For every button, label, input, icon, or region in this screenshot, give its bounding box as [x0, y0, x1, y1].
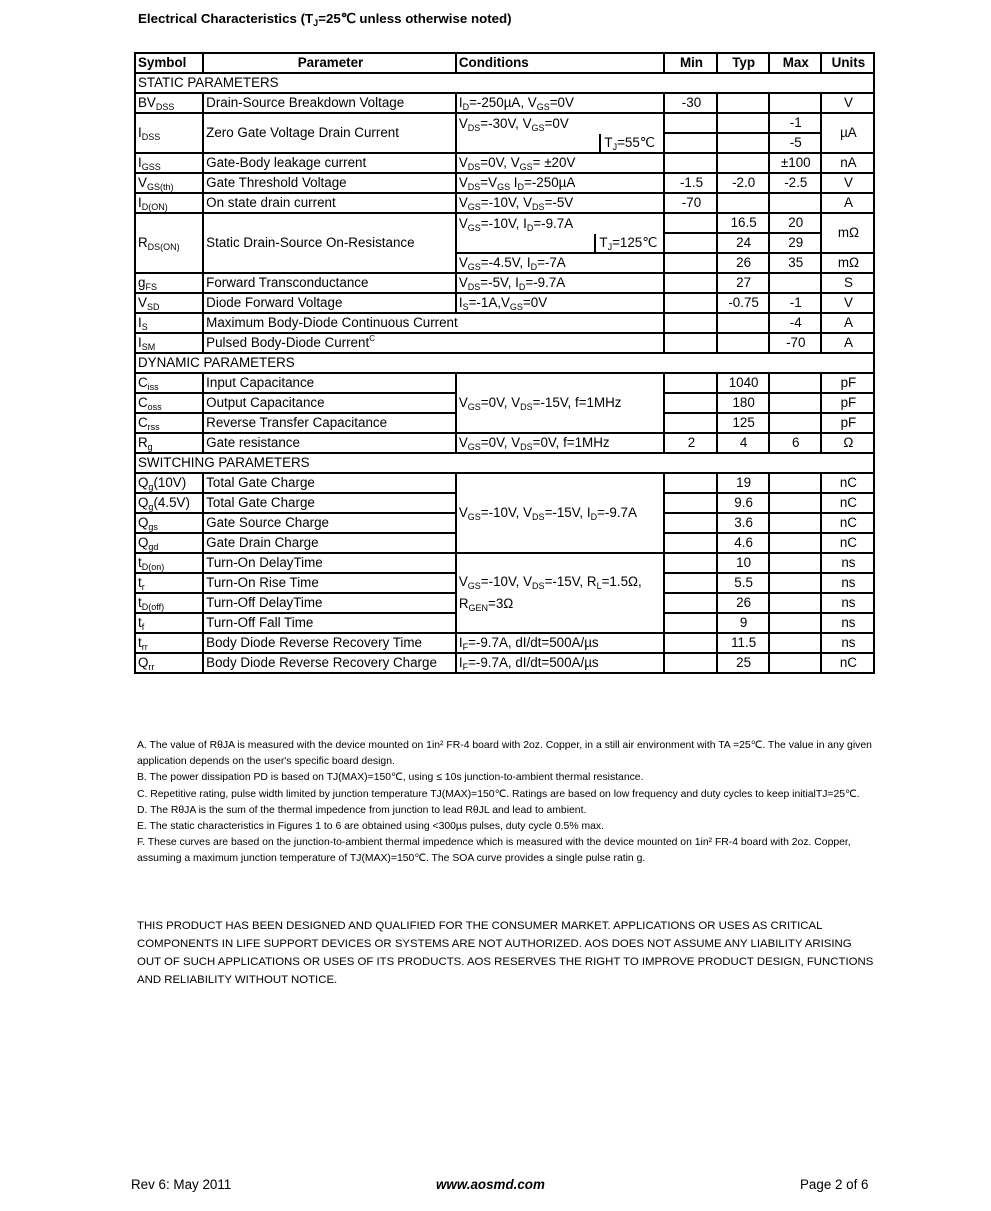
min-cell — [664, 413, 716, 433]
symbol-cell: $Q_{gs}$ — [135, 513, 203, 533]
table-row — [135, 653, 874, 673]
symbol-cell: $g_{FS}$ — [135, 273, 203, 293]
section-row — [135, 73, 874, 93]
parameter-cell: Diode Forward Voltage — [203, 293, 456, 313]
parameter-cell: Gate Source Charge — [203, 513, 456, 533]
max-cell — [769, 553, 821, 573]
parameter-cell: Turn-Off DelayTime — [203, 593, 456, 613]
max-cell — [769, 273, 821, 293]
typ-cell: 9 — [717, 613, 769, 633]
conditions-cell: $V_{DS}=0V$, $V_{GS}= \pm 20V$ — [456, 153, 665, 173]
typ-cell: 26 — [717, 593, 769, 613]
conditions-cell: $V_{GS}=-10V$, $V_{DS}=-15V$, $R_L=1.5\Omega$, $R_{GEN}=3\Omega$ — [456, 553, 665, 633]
max-cell: 35 — [769, 253, 821, 273]
max-cell — [769, 573, 821, 593]
conditions-cell: $V_{GS}=-4.5V$, $I_D=-7A$ — [456, 253, 665, 273]
conditions-cell: $I_S=-1A,V_{GS}=0V$ — [456, 293, 665, 313]
units-cell: A — [821, 313, 874, 333]
units-header: Units — [821, 53, 874, 73]
disclaimer: THIS PRODUCT HAS BEEN DESIGNED AND QUALIFIED FOR THE CONSUMER MARKET. APPLICATIONS OR USES AS CRITICAL COMPONENTS IN LIFE SUPPORT DEVICES OR SYSTEMS ARE NOT AUTHORIZED. AOS DOES NOT ASSUME ANY LIABILITY ARISING OUT OF SUCH APPLICATIONS OR USES OF ITS PRODUCTS. AOS RESERVES THE RIGHT TO IMPROVE PRODUCT DESIGN, FUNCTIONS AND RELIABILITY WITHOUT NOTICE. — [137, 920, 874, 986]
typ-cell: 25 — [717, 653, 769, 673]
typ-cell: 9.6 — [717, 493, 769, 513]
max-cell — [769, 473, 821, 493]
parameter-cell: On state drain current — [203, 193, 456, 213]
typ-cell: 26 — [717, 253, 769, 273]
units-cell: pF — [821, 393, 874, 413]
table-row — [135, 373, 874, 393]
footer-url[interactable]: www.aosmd.com — [436, 1177, 545, 1192]
max-cell — [769, 493, 821, 513]
footnote: F. These curves are based on the junction-to-ambient thermal impedence which is measured with the device mounted on 1in² FR-4 board with 2oz. Copper, assuming a maximum junction temperature of TJ(MAX)=150℃. The SOA curve provides a single pulse ratin g. — [137, 837, 851, 865]
units-cell: pF — [821, 373, 874, 393]
parameter-cell: Maximum Body-Diode Continuous Current — [203, 313, 664, 333]
max-cell: 29 — [769, 233, 821, 253]
units-cell: nC — [821, 493, 874, 513]
units-cell: V — [821, 293, 874, 313]
units-cell: V — [821, 173, 874, 193]
footnote: A. The value of RθJA is measured with the device mounted on 1in² FR-4 board with 2oz. Copper, in a still air environment with TA =25℃. The value in any given application depends on the user's specific board design. — [137, 740, 872, 768]
parameter-cell: Drain-Source Breakdown Voltage — [203, 93, 456, 113]
max-cell — [769, 373, 821, 393]
conditions-cell: $V_{DS}=-30V$, $V_{GS}=0V$ — [456, 113, 665, 133]
units-cell: ns — [821, 593, 874, 613]
max-header: Max — [769, 53, 821, 73]
units-cell: A — [821, 193, 874, 213]
typ-cell: -0.75 — [717, 293, 769, 313]
parameter-cell: Turn-On DelayTime — [203, 553, 456, 573]
parameter-cell: Total Gate Charge — [203, 493, 456, 513]
table-row — [135, 173, 874, 193]
section-row — [135, 453, 874, 473]
max-cell: -5 — [769, 133, 821, 153]
symbol-header: Symbol — [135, 53, 203, 73]
symbol-cell: $t_r$ — [135, 573, 203, 593]
min-cell: -1.5 — [664, 173, 716, 193]
parameter-cell: Forward Transconductance — [203, 273, 456, 293]
page-title: Electrical Characteristics ($T_J=25℃$ unless otherwise noted) — [138, 11, 512, 28]
typ-cell: 125 — [717, 413, 769, 433]
max-cell — [769, 413, 821, 433]
table-row — [135, 113, 874, 133]
units-cell: pF — [821, 413, 874, 433]
symbol-cell: $I_{GSS}$ — [135, 153, 203, 173]
section-dynamic: DYNAMIC PARAMETERS — [135, 353, 874, 373]
min-cell — [664, 133, 716, 153]
parameter-cell: Zero Gate Voltage Drain Current — [203, 113, 456, 153]
table-row — [135, 93, 874, 113]
electrical-characteristics-table — [134, 52, 875, 674]
max-cell — [769, 93, 821, 113]
units-cell: nC — [821, 533, 874, 553]
table-row — [135, 213, 874, 233]
units-cell: µA — [821, 113, 874, 153]
units-cell: V — [821, 93, 874, 113]
units-cell: nC — [821, 473, 874, 493]
max-cell — [769, 653, 821, 673]
conditions-cell: $T_J=55℃$ — [456, 133, 665, 153]
symbol-cell: $C_{iss}$ — [135, 373, 203, 393]
typ-cell: 5.5 — [717, 573, 769, 593]
typ-cell: 4.6 — [717, 533, 769, 553]
footnote: E. The static characteristics in Figures 1 to 6 are obtained using <300µs pulses, duty cycle 0.5% max. — [137, 821, 604, 833]
typ-cell — [717, 153, 769, 173]
min-cell — [664, 333, 716, 353]
footer-page-number: Page 2 of 6 — [800, 1177, 869, 1192]
typ-cell: 180 — [717, 393, 769, 413]
table-row — [135, 313, 874, 333]
typ-cell — [717, 193, 769, 213]
parameter-cell: Turn-Off Fall Time — [203, 613, 456, 633]
conditions-cell: $T_J=125℃$ — [456, 233, 665, 253]
parameter-cell: Turn-On Rise Time — [203, 573, 456, 593]
min-cell — [664, 213, 716, 233]
symbol-cell: $Q_g(10V)$ — [135, 473, 203, 493]
symbol-cell: $BV_{DSS}$ — [135, 93, 203, 113]
symbol-cell: $t_f$ — [135, 613, 203, 633]
symbol-cell: $I_{D(ON)}$ — [135, 193, 203, 213]
min-cell — [664, 573, 716, 593]
table-row — [135, 473, 874, 493]
units-cell: nA — [821, 153, 874, 173]
section-static: STATIC PARAMETERS — [135, 73, 874, 93]
section-row — [135, 353, 874, 373]
conditions-cell: $V_{GS}=0V$, $V_{DS}=-15V$, f=1MHz — [456, 373, 665, 433]
symbol-cell: $R_g$ — [135, 433, 203, 453]
min-cell — [664, 393, 716, 413]
min-cell: -70 — [664, 193, 716, 213]
parameter-cell: Body Diode Reverse Recovery Charge — [203, 653, 456, 673]
table-header-row — [135, 53, 874, 73]
parameter-cell: Gate Drain Charge — [203, 533, 456, 553]
max-cell: -4 — [769, 313, 821, 333]
max-cell: 6 — [769, 433, 821, 453]
symbol-cell: $Q_{gd}$ — [135, 533, 203, 553]
symbol-cell: $R_{DS(ON)}$ — [135, 213, 203, 273]
typ-cell: 16.5 — [717, 213, 769, 233]
max-cell — [769, 533, 821, 553]
min-cell — [664, 373, 716, 393]
typ-cell: 11.5 — [717, 633, 769, 653]
parameter-cell: Reverse Transfer Capacitance — [203, 413, 456, 433]
units-cell: S — [821, 273, 874, 293]
conditions-cell: $V_{GS}=0V$, $V_{DS}=0V$, f=1MHz — [456, 433, 665, 453]
conditions-cell: $V_{GS}=-10V$, $V_{DS}=-15V$, $I_D=-9.7A$ — [456, 473, 665, 553]
table-row — [135, 553, 874, 573]
min-cell: 2 — [664, 433, 716, 453]
min-cell — [664, 513, 716, 533]
units-cell: ns — [821, 573, 874, 593]
typ-cell — [717, 93, 769, 113]
table-row — [135, 153, 874, 173]
max-cell — [769, 193, 821, 213]
footer-revision: Rev 6: May 2011 — [131, 1177, 232, 1192]
typ-cell: 10 — [717, 553, 769, 573]
typ-cell: 3.6 — [717, 513, 769, 533]
parameter-cell: Gate resistance — [203, 433, 456, 453]
typ-cell: 1040 — [717, 373, 769, 393]
min-cell — [664, 473, 716, 493]
max-cell — [769, 393, 821, 413]
max-cell: -70 — [769, 333, 821, 353]
max-cell — [769, 593, 821, 613]
max-cell — [769, 613, 821, 633]
symbol-cell: $t_{D(on)}$ — [135, 553, 203, 573]
units-cell: ns — [821, 613, 874, 633]
typ-cell: 27 — [717, 273, 769, 293]
min-cell — [664, 553, 716, 573]
symbol-cell: $V_{GS(th)}$ — [135, 173, 203, 193]
table-row — [135, 433, 874, 453]
parameter-cell: Total Gate Charge — [203, 473, 456, 493]
conditions-cell: $V_{GS}=-10V$, $I_D=-9.7A$ — [456, 213, 665, 233]
parameter-cell: Static Drain-Source On-Resistance — [203, 213, 456, 273]
typ-cell — [717, 333, 769, 353]
symbol-cell: $V_{SD}$ — [135, 293, 203, 313]
max-cell — [769, 513, 821, 533]
typ-cell: 4 — [717, 433, 769, 453]
conditions-header: Conditions — [456, 53, 665, 73]
parameter-cell: Output Capacitance — [203, 393, 456, 413]
min-cell — [664, 273, 716, 293]
footnote: D. The RθJA is the sum of the thermal impedence from junction to lead RθJL and lead to ambient. — [137, 804, 587, 816]
min-cell: -30 — [664, 93, 716, 113]
typ-cell — [717, 313, 769, 333]
symbol-cell: $t_{D(off)}$ — [135, 593, 203, 613]
symbol-cell: $C_{oss}$ — [135, 393, 203, 413]
symbol-cell: $I_{DSS}$ — [135, 113, 203, 153]
parameter-header: Parameter — [203, 53, 456, 73]
conditions-cell: $V_{GS}=-10V$, $V_{DS}=-5V$ — [456, 193, 665, 213]
conditions-cell: $I_D=-250\mu A$, $V_{GS}=0V$ — [456, 93, 665, 113]
typ-header: Typ — [717, 53, 769, 73]
symbol-cell: $Q_g(4.5V)$ — [135, 493, 203, 513]
table-row — [135, 293, 874, 313]
units-cell: A — [821, 333, 874, 353]
symbol-cell: $C_{rss}$ — [135, 413, 203, 433]
max-cell: 20 — [769, 213, 821, 233]
units-cell: ns — [821, 553, 874, 573]
max-cell: -1 — [769, 293, 821, 313]
symbol-cell: $I_S$ — [135, 313, 203, 333]
min-cell — [664, 113, 716, 133]
max-cell: ±100 — [769, 153, 821, 173]
units-cell: nC — [821, 653, 874, 673]
min-header: Min — [664, 53, 716, 73]
typ-cell — [717, 113, 769, 133]
min-cell — [664, 233, 716, 253]
footnote: C. Repetitive rating, pulse width limited by junction temperature TJ(MAX)=150℃. Ratings are based on low frequency and duty cycles to keep initialTJ=25℃. — [137, 788, 860, 800]
parameter-cell: Body Diode Reverse Recovery Time — [203, 633, 456, 653]
units-cell: mΩ — [821, 213, 874, 253]
min-cell — [664, 153, 716, 173]
max-cell — [769, 633, 821, 653]
footnote: B. The power dissipation PD is based on TJ(MAX)=150℃, using ≤ 10s junction-to-ambient thermal resistance. — [137, 772, 644, 784]
symbol-cell: $Q_{rr}$ — [135, 653, 203, 673]
min-cell — [664, 633, 716, 653]
min-cell — [664, 293, 716, 313]
min-cell — [664, 493, 716, 513]
min-cell — [664, 313, 716, 333]
table-row — [135, 193, 874, 213]
min-cell — [664, 613, 716, 633]
typ-cell: 24 — [717, 233, 769, 253]
parameter-cell: Pulsed Body-Diode Current$^C$ — [203, 333, 664, 353]
symbol-cell: $I_{SM}$ — [135, 333, 203, 353]
max-cell: -1 — [769, 113, 821, 133]
symbol-cell: $t_{rr}$ — [135, 633, 203, 653]
parameter-cell: Gate Threshold Voltage — [203, 173, 456, 193]
units-cell: Ω — [821, 433, 874, 453]
typ-cell: -2.0 — [717, 173, 769, 193]
units-cell: ns — [821, 633, 874, 653]
table-row — [135, 273, 874, 293]
parameter-cell: Gate-Body leakage current — [203, 153, 456, 173]
min-cell — [664, 253, 716, 273]
table-row — [135, 333, 874, 353]
parameter-cell: Input Capacitance — [203, 373, 456, 393]
footnotes — [137, 738, 877, 868]
conditions-cell: $V_{DS}=V_{GS}$ $I_D=-250\mu A$ — [456, 173, 665, 193]
units-cell: nC — [821, 513, 874, 533]
min-cell — [664, 533, 716, 553]
table-row — [135, 633, 874, 653]
min-cell — [664, 593, 716, 613]
typ-cell: 19 — [717, 473, 769, 493]
min-cell — [664, 653, 716, 673]
conditions-cell: $I_F=-9.7A$, dI/dt=500A/µs — [456, 633, 665, 653]
conditions-cell: $V_{DS}=-5V$, $I_D=-9.7A$ — [456, 273, 665, 293]
max-cell: -2.5 — [769, 173, 821, 193]
section-switching: SWITCHING PARAMETERS — [135, 453, 874, 473]
conditions-cell: $I_F=-9.7A$, dI/dt=500A/µs — [456, 653, 665, 673]
typ-cell — [717, 133, 769, 153]
units-cell: mΩ — [821, 253, 874, 273]
